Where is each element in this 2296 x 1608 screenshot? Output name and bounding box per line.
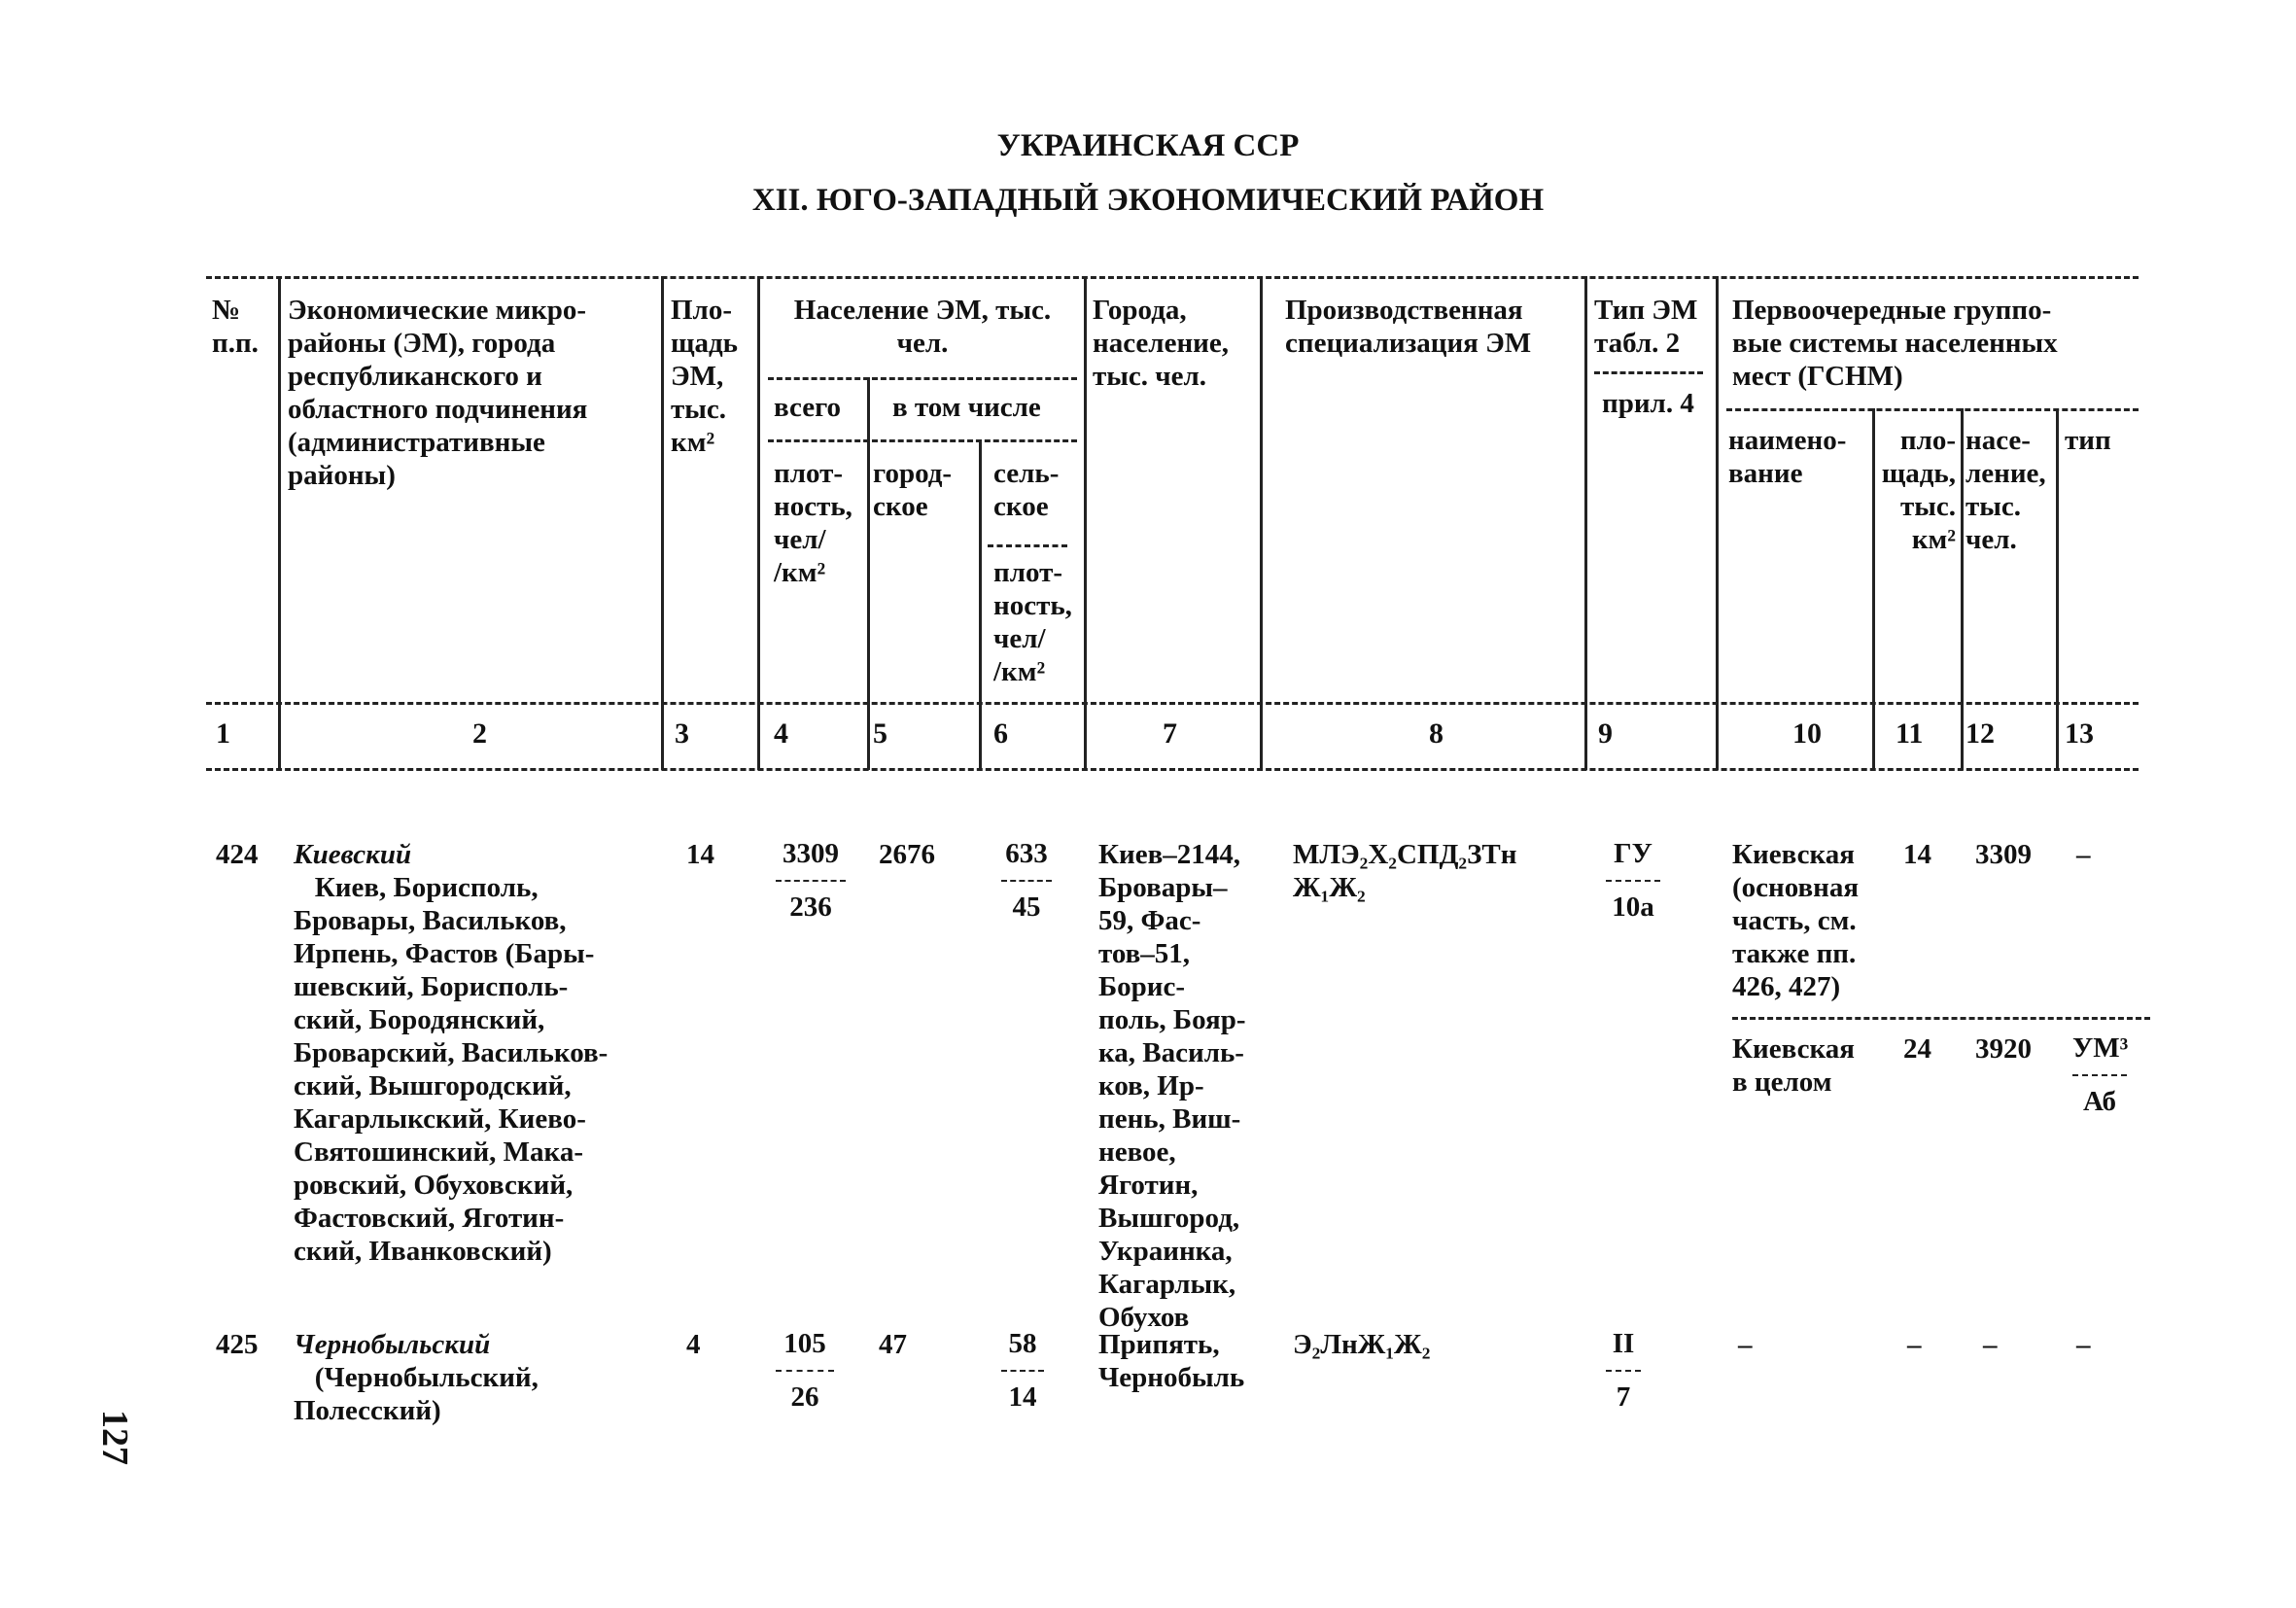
- col-divider-5-6: [979, 439, 982, 770]
- row-424-cities: Киев–2144, Бровары– 59, Фас- тов–51, Борис- поль, Бояр- ка, Василь- ков, Ир- пень, Виш- невое, Яготин, Вышгород, Украинка, Кагарлык, Обухов: [1098, 839, 1246, 1333]
- row-424-type-fraction: [1606, 838, 1660, 924]
- header-bottom-rule: [206, 768, 2139, 771]
- col-divider-5: [1260, 276, 1263, 770]
- header-col-9b: прил. 4: [1602, 388, 1694, 419]
- col-divider-4-5: [867, 377, 870, 770]
- fraction-bar: [776, 1370, 834, 1372]
- region-title: XII. ЮГО-ЗАПАДНЫЙ ЭКОНОМИЧЕСКИЙ РАЙОН: [751, 183, 1545, 218]
- header-col-13: тип: [2065, 425, 2111, 456]
- header-col-10: наимено- вание: [1728, 425, 1847, 489]
- colnum-5: 5: [873, 717, 887, 750]
- header-col-3: Пло- щадь ЭМ, тыс. км²: [671, 295, 738, 458]
- header-col-5: город- ское: [873, 458, 953, 522]
- colnum-2: 2: [472, 717, 487, 750]
- row-425-gsnm-type: –: [2076, 1329, 2091, 1360]
- colnum-11: 11: [1896, 717, 1924, 750]
- colnum-4: 4: [774, 717, 788, 750]
- republic-title: УКРАИНСКАЯ ССР: [996, 128, 1300, 163]
- colnum-3: 3: [675, 717, 689, 750]
- row-424-gsnm2-type-bottom: Аб: [2083, 1086, 2116, 1117]
- row-425-rural-fraction: [1001, 1328, 1044, 1414]
- pop-sub-rule: [768, 377, 1077, 380]
- row-424-gsnm1-pop: 3309: [1975, 839, 2032, 870]
- row-425-area: 4: [686, 1329, 701, 1360]
- row-425-pop-total: 105: [783, 1328, 826, 1359]
- row-425-cities: Припять, Чернобыль: [1098, 1329, 1245, 1393]
- row-424-gsnm2-area: 24: [1903, 1033, 1931, 1065]
- row-425-type-top: II: [1612, 1328, 1635, 1359]
- row-424-urban: 2676: [879, 839, 935, 870]
- row-424-density: 236: [789, 891, 832, 923]
- row-425-pop-fraction: [776, 1328, 834, 1414]
- row-424-name: Киевский: [294, 839, 412, 870]
- row-424-gsnm2-pop: 3920: [1975, 1033, 2032, 1065]
- row-425-num: 425: [216, 1329, 259, 1360]
- row-424-rural-density: 45: [1012, 891, 1041, 923]
- col-divider-6: [1584, 276, 1587, 770]
- fraction-bar: [1606, 880, 1660, 882]
- row-425-districts: (Чернобыльский, Полесский): [294, 1362, 539, 1426]
- col-divider-7: [1716, 276, 1719, 770]
- fraction-bar: [1001, 1370, 1044, 1372]
- row-425-type-bottom: 7: [1616, 1381, 1631, 1413]
- header-col-12: насе- ление, тыс. чел.: [1966, 425, 2046, 555]
- colnum-10: 10: [1792, 717, 1822, 750]
- header-col-4a: всего: [774, 392, 842, 423]
- fraction-bar: [776, 880, 846, 882]
- fraction-bar: [1001, 880, 1052, 882]
- row-425-gsnm-name: –: [1738, 1329, 1753, 1360]
- fraction-bar: [2072, 1074, 2127, 1076]
- colnum-6: 6: [993, 717, 1008, 750]
- header-col-7: Города, население, тыс. чел.: [1093, 295, 1229, 392]
- row-424-type-bottom: 10а: [1612, 891, 1654, 923]
- colnum-13: 13: [2065, 717, 2094, 750]
- colnum-9: 9: [1598, 717, 1613, 750]
- header-col-6a: сель- ское: [993, 458, 1060, 522]
- col-divider-3: [757, 276, 760, 770]
- fraction-bar: [1606, 1370, 1641, 1372]
- col-divider-4: [1084, 276, 1087, 770]
- row-424-pop-fraction: [776, 838, 846, 924]
- row-425-name: Чернобыльский: [294, 1329, 491, 1360]
- col-divider-10-11: [1872, 408, 1875, 770]
- row-424-gsnm2-type-top: УМ³: [2072, 1032, 2129, 1064]
- row-424-gsnm2-name: Киевская в целом: [1732, 1033, 1855, 1098]
- row-425-gsnm-pop: –: [1983, 1329, 1998, 1360]
- row-424-gsnm1-area: 14: [1903, 839, 1931, 870]
- row-424-rural-fraction: [1001, 838, 1052, 924]
- row-425-spec: Э₂ЛнЖ₁Ж₂: [1293, 1329, 1431, 1360]
- col-divider-12-13: [2056, 408, 2059, 770]
- col-divider-1: [278, 276, 281, 770]
- header-col-4b: плот- ность, чел/ /км²: [774, 458, 852, 588]
- row-424-pop-total: 3309: [783, 838, 839, 869]
- row-425-rural: 58: [1008, 1328, 1037, 1359]
- row-425-type-fraction: [1606, 1328, 1641, 1414]
- header-col-6b: плот- ность, чел/ /км²: [993, 557, 1072, 687]
- row-424-districts: Киев, Борисполь, Бровары, Васильков, Ирпень, Фастов (Бары- шевский, Борисполь- ский, Бородянский, Броварский, Васильков- ский, Вышгородский, Кагарлыкский, Киево- Святошинский, Мака- ровский, Обуховский, Фастовский, Яготин- ский, Иванковский): [294, 872, 609, 1267]
- row-424-rural: 633: [1005, 838, 1048, 869]
- row-424-num: 424: [216, 839, 259, 870]
- header-gsnm: Первоочередные группо- вые системы населенных мест (ГСНМ): [1732, 295, 2058, 392]
- header-population: Население ЭМ, тыс. чел.: [793, 295, 1052, 359]
- header-col-11: пло- щадь, тыс. км²: [1881, 425, 1956, 555]
- c9-mid-rule: [1594, 371, 1703, 374]
- row-424-area: 14: [686, 839, 714, 870]
- row-425-urban: 47: [879, 1329, 907, 1360]
- row-425-rural-density: 14: [1008, 1381, 1037, 1413]
- row-424-gsnm2-type-fraction: [2072, 1032, 2127, 1118]
- row-425-density: 26: [790, 1381, 819, 1413]
- row-424-spec-line-1: МЛЭ₂Х₂СПД₂ЗТн: [1293, 839, 1517, 870]
- header-col-2: Экономические микро- районы (ЭМ), города республиканского и областного подчинения (административные районы): [288, 295, 588, 491]
- page-number: 127: [94, 1410, 135, 1465]
- col-divider-11-12: [1961, 408, 1964, 770]
- row-424-spec-line-2: Ж₁Ж₂: [1293, 872, 1366, 903]
- colnum-top-rule: [206, 702, 2139, 705]
- header-col-8: Производственная специализация ЭМ: [1285, 295, 1532, 359]
- row-425-gsnm-area: –: [1907, 1329, 1922, 1360]
- header-col-1: № п.п.: [212, 295, 259, 359]
- row-424-type-top: ГУ: [1614, 838, 1652, 869]
- row-424-gsnm1-name: Киевская (основная часть, см. также пп. 426, 427): [1732, 839, 1860, 1002]
- header-in-total: в том числе: [892, 392, 1041, 423]
- colnum-8: 8: [1429, 717, 1444, 750]
- table-top-rule: [206, 276, 2139, 279]
- gsnm-sub-rule: [1726, 408, 2139, 411]
- gsnm-split-rule: [1732, 1017, 2150, 1020]
- col-divider-2: [661, 276, 664, 770]
- pop-sub-rule-2: [768, 439, 1077, 442]
- colnum-1: 1: [216, 717, 230, 750]
- c6-mid-rule: [988, 544, 1067, 547]
- header-col-9a: Тип ЭМ табл. 2: [1594, 295, 1698, 359]
- colnum-7: 7: [1163, 717, 1177, 750]
- colnum-12: 12: [1966, 717, 1995, 750]
- row-424-gsnm1-type: –: [2076, 839, 2091, 870]
